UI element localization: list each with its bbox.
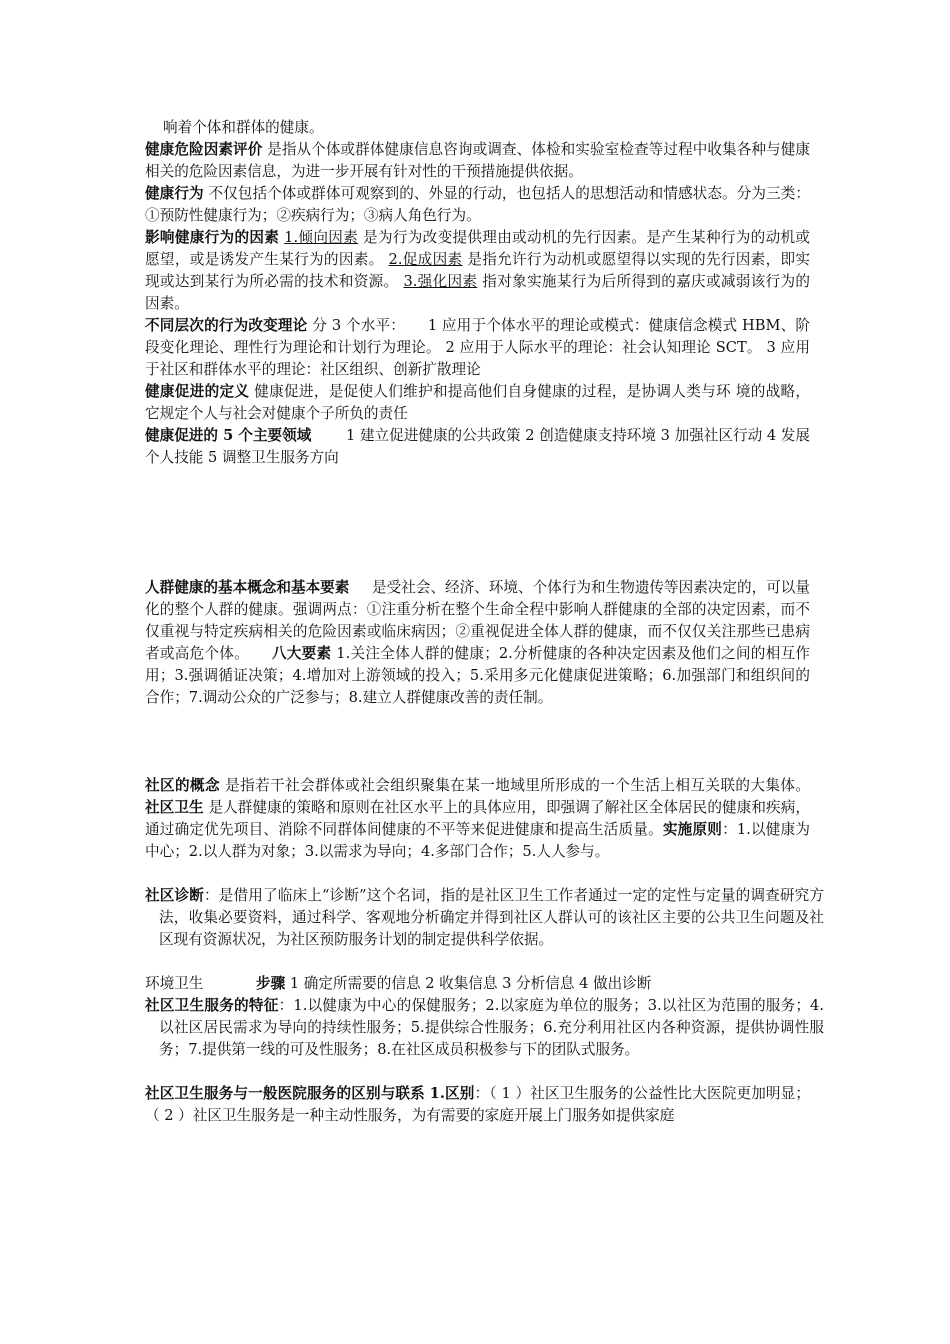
eight-elements-text: 1.关注全体人群的健康；2.分析健康的各种决定因素及他们之间的相互作用；3.强调循证决策；4.增加对上游领域的投入；5.采用多元化健康促进策略；6.加强部门和组织间的合作；7.调动公众的广泛参与；8.建立人群健康改善的责任制。 [145,645,810,706]
definition-text: 健康促进，是促使人们维护和提高他们自身健康的过程，是协调人类与环 境的战略，它规定个人与社会对健康个子所负的责任 [145,383,810,422]
term-behavior-theories: 不同层次的行为改变理论 [145,317,308,334]
term-differences-sub: 1.区别 [429,1085,475,1102]
area-item: 1 建立促进健康的公共政策 [346,427,521,444]
paragraph-steps [145,973,810,995]
term-health-risk-assessment: 健康危险因素评价 [145,141,263,158]
paragraph-health-behavior [145,183,810,227]
factor-predisposing: 1.倾向因素 [284,229,359,246]
definition-text: 不仅包括个体或群体可观察到的、外显的行动，也包括人的思想活动和情感状态。分为三类：①预防性健康行为；②疾病行为；③病人角色行为。 [145,185,810,224]
area-item: 3 加强社区行动 [660,427,763,444]
term-community-health: 社区卫生 [145,799,204,816]
term-community: 社区的概念 [145,777,221,794]
level-interpersonal: 2 应用于人际水平的理论：社会认知理论 SCT。 [445,339,762,356]
term-health-behavior: 健康行为 [145,185,204,202]
paragraph-population-health [145,577,810,709]
term-community-diagnosis: 社区诊断 [145,887,205,904]
term-health-promotion: 健康促进的定义 [145,383,250,400]
paragraph-health-promotion-areas [145,425,810,469]
term-behavior-factors: 影响健康行为的因素 [145,229,280,246]
paragraph-service-features [145,995,824,1061]
definition-text: 是指若干社会群体或社会组织聚集在某一地域里所形成的一个生活上相互关联的大集体。 [225,777,810,794]
factor-reinforcing: 3.强化因素 [403,273,478,290]
term-steps: 步骤 [256,975,286,992]
level-community: 3 应用于社区和群体水平的理论：社区组织、创新扩散理论 [145,339,811,378]
features-text: ：1.以健康为中心的保健服务；2.以家庭为单位的服务；3.以社区为范围的服务；4.以社区居民需求为导向的持续性服务；5.提供综合性服务；6.充分利用社区内各种资源，提供协调性服务；7.提供第一线的可及性服务；8.在社区成员积极参与下的团队式服务。 [159,997,824,1058]
term-population-health: 人群健康的基本概念和基本要素 [145,579,350,596]
paragraph-health-risk-assessment [145,139,810,183]
definition-text: ：是借用了临床上“诊断”这个名词，指的是社区卫生工作者通过一定的定性与定量的调查研究方法，收集必要资料，通过科学、客观地分析确定并得到社区人群认可的该社区主要的公共卫生问题及社区现有资源状况，为社区预防服务计划的制定提供科学依据。 [159,887,824,948]
term-implementation-principles: 实施原则 [662,821,723,838]
factor-reinforcing-text: 指对象实施某行为后所得到的嘉庆或减弱该行为的因素。 [145,273,810,312]
area-item: 2 创造健康支持环境 [525,427,656,444]
term-service-differences: 社区卫生服务与一般医院服务的区别与联系 [145,1085,425,1102]
term-eight-elements: 八大要素 [271,645,332,662]
steps-text: 1 确定所需要的信息 2 收集信息 3 分析信息 4 做出诊断 [289,975,652,992]
definition-text: 是人群健康的策略和原则在社区水平上的具体应用，即强调了解社区全体居民的健康和疾病，通过确定优先项目、消除不同群体间健康的不平等来促进健康和提高生活质量。 [145,799,810,838]
paragraph-behavior-factors [145,227,810,315]
paragraph-health-promotion [145,381,810,425]
term-service-features: 社区卫生服务的特征 [145,997,279,1014]
continuation-text: 响着个体和群体的健康。 [163,119,324,136]
environment-label: 环境卫生 [145,975,204,992]
factor-enabling-text: 是指允许行为动机或愿望得以实现的先行因素，即实现或达到某行为所必需的技术和资源。 [145,251,811,290]
area-item: 4 发展个人技能 [145,427,810,466]
paragraph-behavior-theories [145,315,810,381]
differences-text: ：（ 1 ）社区卫生服务的公益性比大医院更加明显；（ 2 ）社区卫生服务是一种主动性服务，为有需要的家庭开展上门服务如提供家庭 [145,1085,810,1124]
paragraph-community [145,775,810,863]
paragraph-community-diagnosis [145,885,824,951]
paragraph-continuation [145,117,810,139]
levels-intro: 分 3 个水平： [312,317,405,334]
factor-predisposing-text: 是为行为改变提供理由或动机的先行因素。是产生某种行为的动机或愿望，或是诱发产生某行为的因素。 [145,229,811,268]
term-health-promotion-areas: 健康促进的 5 个主要领域 [145,427,312,444]
definition-text: 是指从个体或群体健康信息咨询或调查、体检和实验室检查等过程中收集各种与健康相关的危险因素信息，为进一步开展有针对性的干预措施提供依据。 [145,141,811,180]
principles-text: ：1.以健康为中心；2.以人群为对象；3.以需求为导向；4.多部门合作；5.人人参与。 [145,821,810,860]
level-individual: 1 应用于个体水平的理论或模式：健康信念模式 HBM、阶段变化理论、理性行为理论和计划行为理论。 [145,317,810,356]
area-item: 5 调整卫生服务方向 [208,449,339,466]
definition-text: 是受社会、经济、环境、个体行为和生物遗传等因素决定的，可以量化的整个人群的健康。强调两点：①注重分析在整个生命全程中影响人群健康的全部的决定因素，而不仅重视与特定疾病相关的危险因素或临床病因；②重视促进全体人群的健康，而不仅仅关注那些已患病者或高危个体。 [145,579,810,662]
paragraph-service-differences [145,1083,810,1127]
factor-enabling: 2.促成因素 [388,251,463,268]
